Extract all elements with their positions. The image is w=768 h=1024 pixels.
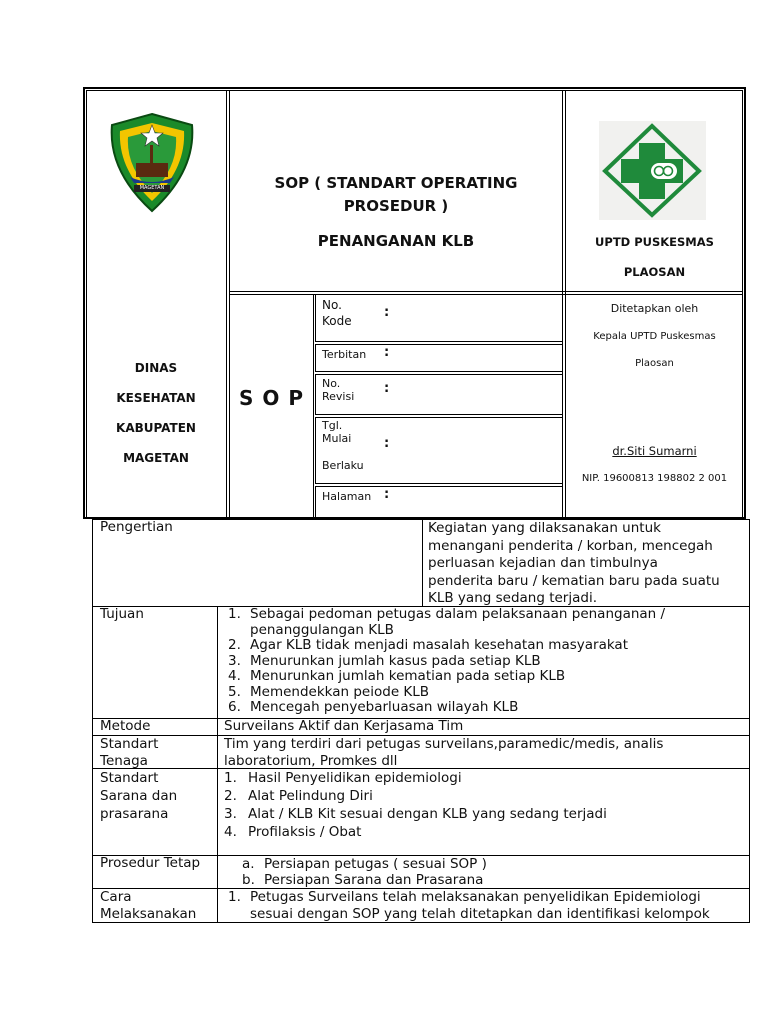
list-item: a. Persiapan petugas ( sesuai SOP ) [242,856,487,872]
org-line-2: KESEHATAN [116,391,196,405]
list-item: 2. Agar KLB tidak menjadi masalah kesehatan masyarakat [228,637,628,653]
list-item: 6. Mencegah penyebarluasan wilayah KLB [228,699,519,715]
list-item: 4. Menurunkan jumlah kematian pada setiap KLB [228,668,566,684]
puskesmas-logo [599,121,706,220]
org-line-3: KABUPATEN [116,421,196,435]
list-item: 1. Hasil Penyelidikan epidemiologi [224,770,462,786]
field-tgl-mulai-berlaku: Tgl. Mulai Berlaku : [315,417,563,484]
metode-label: Metode [100,718,151,734]
cara-label: Cara Melaksanakan [100,889,197,922]
list-item: 1. Sebagai pedoman petugas dalam pelaksanaan penanganan / penanggulangan KLB [228,606,666,638]
sarana-list [218,769,748,841]
regency-logo [106,111,198,215]
list-item: 3. Menurunkan jumlah kasus pada setiap KLB [228,652,541,669]
org-line-1: DINAS [134,361,178,375]
prosedur-label: Prosedur Tetap [100,855,201,871]
prosedur-list [218,856,748,888]
field-no-kode: No. Kode : [315,294,563,342]
list-item: b. Persiapan Sarana dan Prasarana [242,872,484,888]
doc-title-line-1: SOP ( STANDART OPERATING [274,174,518,192]
metode-value: Surveilans Aktif dan Kerjasama Tim [224,718,464,734]
org-line-4: MAGETAN [123,451,189,465]
tenaga-label: Standart Tenaga [100,736,159,769]
list-item: 5. Memendekkan peiode KLB [228,683,430,700]
tujuan-label: Tujuan [100,606,144,622]
doc-title-line-2: PROSEDUR ) [343,197,449,215]
field-halaman: Halaman : [315,486,563,518]
field-no-revisi: No. Revisi : [315,374,563,415]
pengertian-label: Pengertian [100,519,173,535]
approval-name: dr.Siti Sumarni [612,444,697,458]
tujuan-list [218,607,748,716]
right-org-line-2: PLAOSAN [623,265,686,279]
approval-line-2: Kepala UPTD Puskesmas [593,331,716,342]
sarana-label: Standart Sarana dan prasarana [100,770,178,822]
list-item: 4. Profilaksis / Obat [224,824,362,840]
right-org-line-1: UPTD PUSKESMAS [595,235,714,249]
tenaga-value: Tim yang terdiri dari petugas surveilans,paramedic/medis, analis laboratorium, Promkes dll [224,736,664,769]
doc-subtitle: PENANGANAN KLB [317,232,475,250]
list-item: 3. Alat / KLB Kit sesuai dengan KLB yang sedang terjadi [224,806,607,822]
cara-text [218,889,748,923]
list-item: 2. Alat Pelindung Diri [224,788,373,804]
field-terbitan: Terbitan : [315,344,563,372]
list-item: 1. Petugas Surveilans telah melaksanakan penyelidikan Epidemiologi sesuai dengan SOP yang telah ditetapkan dan identifikasi kelompok [228,889,710,922]
approval-line-3: Plaosan [635,358,674,369]
approval-nip: NIP. 19600813 198802 2 001 [581,473,728,484]
pengertian-text: Kegiatan yang dilaksanakan untuk menangani penderita / korban, mencegah perluasan kejadian dan timbulnya penderita baru / kematian baru pada suatu KLB yang sedang terjadi. [428,520,720,606]
approval-line-1: Ditetapkan oleh [610,302,699,315]
logo-text: MAGETAN [139,185,165,191]
sop-label: S O P [239,386,304,410]
